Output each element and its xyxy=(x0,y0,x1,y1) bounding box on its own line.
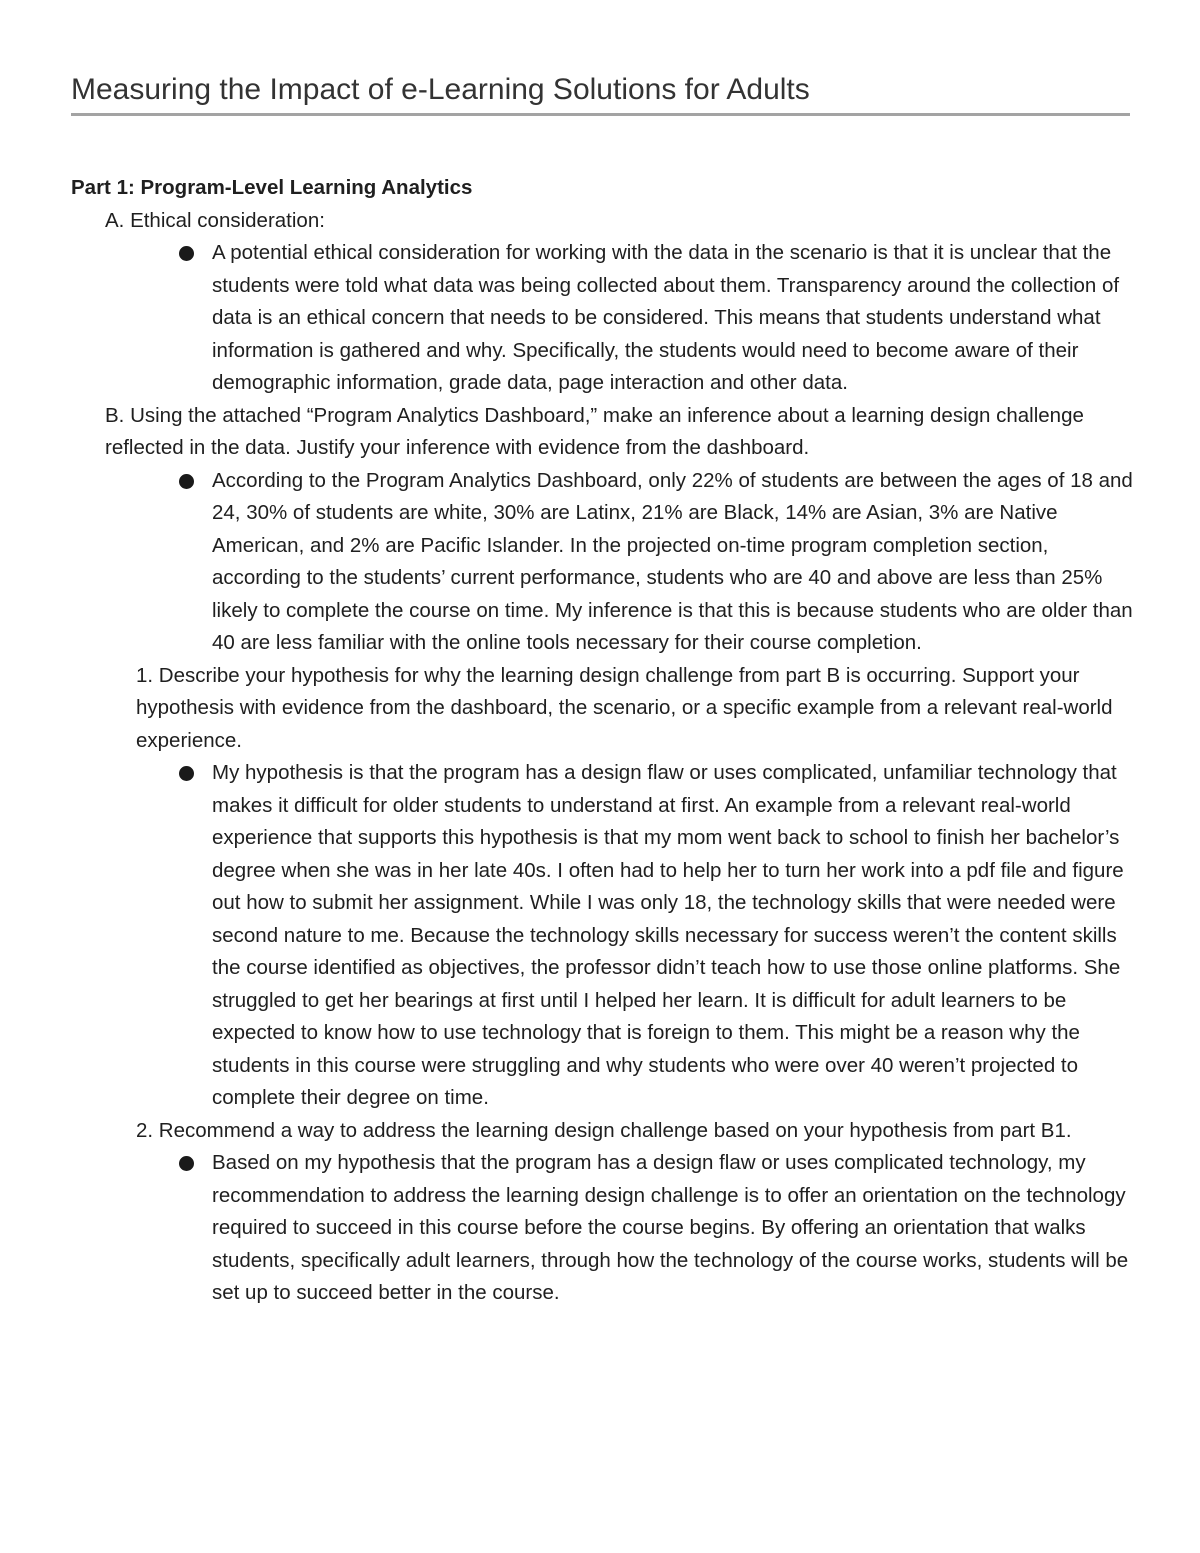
document-body xyxy=(71,172,1141,1310)
title-divider xyxy=(71,113,1130,116)
part-heading: Part 1: Program-Level Learning Analytics xyxy=(71,176,473,199)
bullet-icon xyxy=(179,766,194,781)
list-item xyxy=(71,1147,1141,1310)
section-a-label: A. Ethical consideration: xyxy=(105,208,325,232)
section-b1-answer: My hypothesis is that the program has a design flaw or uses complicated, unfamiliar technology that makes it difficult for older students to understand at first. An example from a relevant real-world experience that supports this hypothesis is that my mom went back to school to finish her bachelor’s degree when she was in her late 40s. I often had to help her to turn her work into a pdf file and figure out how to submit her assignment. While I was only 18, the technology skills that were needed were second nature to me. Because the technology skills necessary for success weren’t the content skills the course identified as objectives, the professor didn’t teach how to use those online platforms. She struggled to get her bearings at first until I helped her learn. It is difficult for adult learners to be expected to know how to use technology that is foreign to them. This might be a reason why the students in this course were struggling and why students who were over 40 weren’t projected to complete their degree on time. xyxy=(212,761,1124,1109)
section-b-answer: According to the Program Analytics Dashboard, only 22% of students are between the ages of 18 and 24, 30% of students are white, 30% are Latinx, 21% are Black, 14% are Asian, 3% are Native American, and 2% are Pacific Islander. In the projected on-time program completion section, according to the students’ current performance, students who are 40 and above are less than 25% likely to complete the course on time. My inference is that this is because students who are older than 40 are less familiar with the online tools necessary for their course completion. xyxy=(212,468,1133,654)
list-item xyxy=(71,757,1141,1115)
document-title: Measuring the Impact of e-Learning Solutions for Adults xyxy=(71,73,810,106)
bullet-icon xyxy=(179,246,194,261)
section-b1-label: 1. Describe your hypothesis for why the learning design challenge from part B is occurring. Support your hypothesis with evidence from the dashboard, the scenario, or a specific example from a relevant real-world experience. xyxy=(136,663,1113,752)
section-b2-label: 2. Recommend a way to address the learning design challenge based on your hypothesis from part B1. xyxy=(136,1118,1072,1142)
section-a-answer: A potential ethical consideration for working with the data in the scenario is that it is unclear that the students were told what data was being collected about them. Transparency around the collection of data is an ethical concern that needs to be considered. This means that students understand what information is gathered and why. Specifically, the students would need to become aware of their demographic information, grade data, page interaction and other data. xyxy=(212,241,1120,394)
bullet-icon xyxy=(179,1156,194,1171)
list-item xyxy=(71,465,1141,660)
list-item xyxy=(71,237,1141,400)
section-b-label: B. Using the attached “Program Analytics Dashboard,” make an inference about a learning design challenge reflected in the data. Justify your inference with evidence from the dashboard. xyxy=(105,403,1084,459)
section-b2-answer: Based on my hypothesis that the program has a design flaw or uses complicated technology, my recommendation to address the learning design challenge is to offer an orientation on the technology required to succeed in this course before the course begins. By offering an orientation that walks students, specifically adult learners, through how the technology of the course works, students will be set up to succeed better in the course. xyxy=(212,1151,1129,1304)
bullet-icon xyxy=(179,474,194,489)
